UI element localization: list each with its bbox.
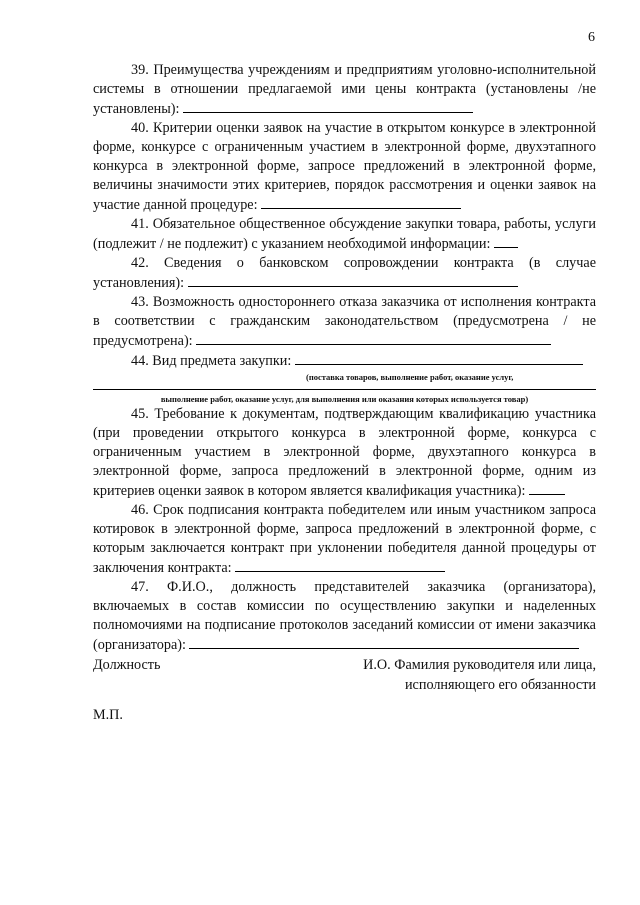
item-39 (93, 61, 596, 119)
item-39-text: 39. Преимущества учреждениям и предприятиям уголовно-исполнительной системы в отношении предлагаемой ими цены контракта (установлены /не установлены): (93, 62, 596, 117)
item-39-fill-line[interactable] (183, 99, 473, 113)
item-45 (93, 405, 596, 501)
item-41 (93, 215, 596, 254)
item-44-fill-line-2[interactable] (93, 382, 596, 390)
stamp-label: М.П. (93, 707, 123, 723)
signer-line-1: И.О. Фамилия руководителя или лица, (363, 657, 596, 673)
item-42-fill-line[interactable] (188, 273, 518, 287)
signer-block (363, 655, 596, 695)
item-43 (93, 293, 596, 351)
item-44-fill-line[interactable] (295, 351, 583, 365)
item-47 (93, 578, 596, 655)
item-44 (93, 351, 596, 371)
item-44-hint-1: (поставка товаров, выполнение работ, оказание услуг, (306, 372, 514, 382)
item-44-text: 44. Вид предмета закупки: (131, 353, 292, 369)
item-42 (93, 254, 596, 293)
item-45-fill-line[interactable] (529, 481, 565, 495)
item-40-text: 40. Критерии оценки заявок на участие в открытом конкурсе в электронной форме, конкурсе с ограниченным участием в электронной форме, двухэтапного конкурса в электронной форме, запросе предложений в электронной форме, величины значимости этих критериев, порядок рассмотрения и оценки заявок на участие данной процедуре: (93, 120, 596, 213)
item-41-text: 41. Обязательное общественное обсуждение закупки товара, работы, услуги (подлежит / не подлежит) с указанием необходимой информации: (93, 216, 596, 252)
item-40-fill-line[interactable] (261, 195, 461, 209)
item-46-text: 46. Срок подписания контракта победителем или иным участником запроса котировок в электронной форме, запроса предложений в электронной форме, с которым заключается контракт при уклонении победителя данной процедуры от заключения контракта: (93, 502, 596, 576)
item-43-fill-line[interactable] (196, 331, 551, 345)
form-content (93, 61, 596, 655)
item-41-fill-line[interactable] (494, 234, 518, 248)
item-44-hint-2: выполнение работ, оказание услуг, для выполнения или оказания которых используется товар) (160, 394, 529, 404)
item-46-fill-line[interactable] (235, 558, 445, 572)
item-40 (93, 119, 596, 215)
item-42-text: 42. Сведения о банковском сопровождении контракта (в случае установления): (93, 255, 596, 291)
position-label: Должность (93, 657, 161, 673)
item-45-text: 45. Требование к документам, подтверждающим квалификацию участника (при проведении открытого конкурса в электронной форме, конкурса с ограниченным участием в электронной форме, двухэтапного конкурса в электронной форме, запроса предложений в электронной форме, одним из критериев оценки заявок в котором является квалификация участника): (93, 406, 596, 499)
signer-line-2: исполняющего его обязанности (404, 677, 596, 693)
item-47-text: 47. Ф.И.О., должность представителей заказчика (организатора), включаемых в состав комиссии по осуществлению закупки и наделенных полномочиями на подписание протоколов заседаний комиссии от имени заказчика (организатора): (93, 579, 596, 653)
item-47-fill-line[interactable] (189, 635, 579, 649)
item-46 (93, 501, 596, 578)
item-43-text: 43. Возможность одностороннего отказа заказчика от исполнения контракта в соответствии с гражданским законодательством (предусмотрена / не предусмотрена): (93, 294, 596, 349)
page-number: 6 (588, 30, 595, 45)
